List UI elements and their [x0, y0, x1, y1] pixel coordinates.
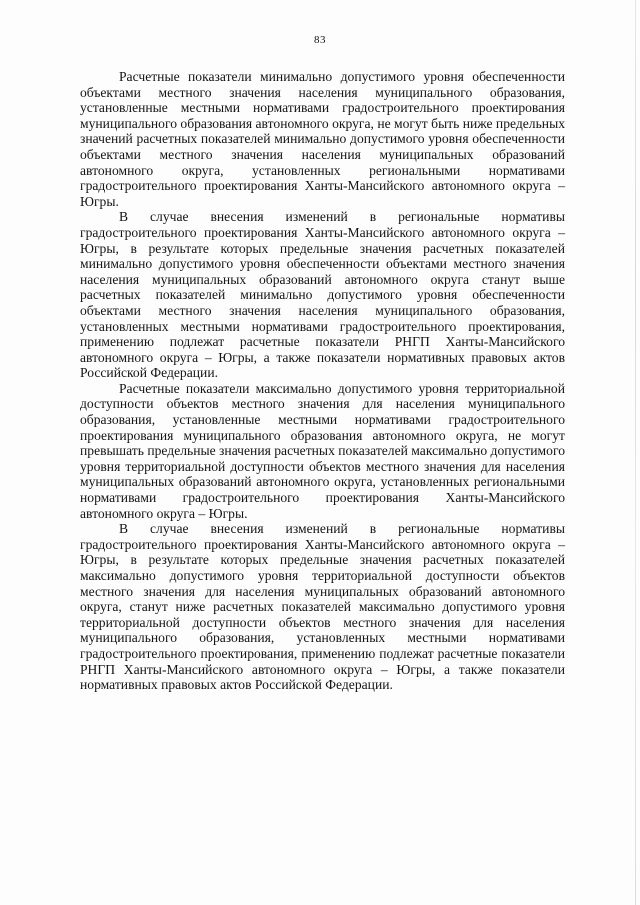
- page-number: 83: [314, 34, 326, 46]
- scan-edge-line: [635, 0, 636, 905]
- paragraph-2: В случае внесения изменений в региональные нормативы градостроительного проектирования Ханты-Мансийского автономного округа – Югры, в результате которых предельные значения расчетных показателей минимально допустимого уровня обеспеченности объектами местного значения населения муниципальных образований автономного округа станут выше расчетных показателей минимально допустимого уровня обеспеченности объектами местного значения населения муниципального образования, установленных местными нормативами градостроительного проектирования, применению подлежат расчетные показатели РНГП Ханты-Мансийского автономного округа – Югры, а также показатели нормативных правовых актов Российской Федерации.: [80, 209, 565, 381]
- document-body: [80, 69, 565, 693]
- paragraph-4: В случае внесения изменений в региональные нормативы градостроительного проектирования Ханты-Мансийского автономного округа – Югры, в результате которых предельные значения расчетных показателей максимально допустимого уровня территориальной доступности объектов местного значения для населения муниципальных образований автономного округа, станут ниже расчетных показателей максимально допустимого уровня территориальной доступности объектов местного значения для населения муниципального образования, установленных местными нормативами градостроительного проектирования, применению подлежат расчетные показатели РНГП Ханты-Мансийского автономного округа – Югры, а также показатели нормативных правовых актов Российской Федерации.: [80, 521, 565, 693]
- paragraph-3: Расчетные показатели максимально допустимого уровня территориальной доступности объектов местного значения для населения муниципального образования, установленные местными нормативами градостроительного проектирования муниципального образования автономного округа, не могут превышать предельные значения расчетных показателей максимально допустимого уровня территориальной доступности объектов местного значения для населения муниципальных образований автономного округа, установленных региональными нормативами градостроительного проектирования Ханты-Мансийского автономного округа – Югры.: [80, 380, 565, 521]
- paragraph-1: Расчетные показатели минимально допустимого уровня обеспеченности объектами местного значения населения муниципального образования, установленные местными нормативами градостроительного проектирования муниципального образования автономного округа, не могут быть ниже предельных значений расчетных показателей минимально допустимого уровня обеспеченности объектами местного значения населения муниципальных образований автономного округа, установленных региональными нормативами градостроительного проектирования Ханты-Мансийского автономного округа – Югры.: [80, 69, 565, 209]
